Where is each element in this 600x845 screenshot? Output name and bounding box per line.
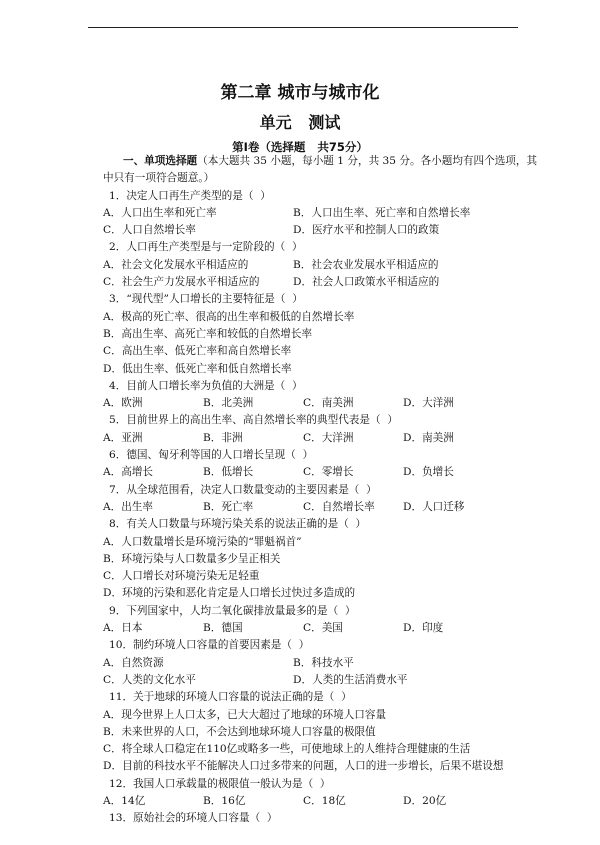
question-stem: 4．目前人口增长率为负值的大洲是（ ） — [109, 379, 303, 392]
option-row — [103, 430, 523, 447]
question-list — [103, 153, 538, 828]
option-row — [103, 274, 523, 291]
option: D．负增长 — [403, 466, 454, 479]
option-row — [103, 222, 523, 239]
option: C．人口增长对环境污染无足轻重 — [103, 570, 260, 583]
option: B．科技水平 — [293, 656, 354, 669]
option: C．社会生产力发展水平相适应的 — [103, 276, 260, 289]
option: D．社会人口政策水平相适应的 — [293, 276, 440, 289]
option: B．低增长 — [203, 466, 254, 479]
option-row — [103, 499, 523, 516]
option: A．14亿 — [103, 794, 146, 807]
question-stem: 12．我国人口承载量的极限值一般认为是（ ） — [109, 777, 331, 790]
option: B．高出生率、高死亡率和较低的自然增长率 — [103, 327, 313, 340]
option: B．16亿 — [203, 794, 246, 807]
option: C．自然增长率 — [303, 500, 375, 513]
question-stem: 13．原始社会的环境人口容量（ ） — [109, 812, 278, 825]
question-stem: 2．人口再生产类型是与一定阶段的（ ） — [109, 241, 303, 254]
option: B．德国 — [203, 622, 243, 635]
question-stem: 6．德国、匈牙利等国的人口增长呈现（ ） — [109, 449, 314, 462]
option: A．亚洲 — [103, 431, 143, 444]
option: D．医疗水平和控制人口的政策 — [293, 224, 440, 237]
option: A．极高的死亡率、很高的出生率和极低的自然增长率 — [103, 310, 355, 323]
option: A．出生率 — [103, 500, 154, 513]
chapter-title: 第二章 城市与城市化 — [220, 83, 380, 103]
section-intro-line2: 中只有一项符合题意。） — [103, 172, 215, 185]
section-label: 一、单项选择题 — [123, 155, 198, 167]
option-row — [103, 793, 523, 810]
option: D．20亿 — [403, 794, 447, 807]
option: C．零增长 — [303, 466, 354, 479]
section-intro-line1: （本大题共 35 小题，每小题 1 分，共 35 分。各小题均有四个选项，其 — [197, 155, 538, 167]
option: B．人口出生率、死亡率和自然增长率 — [293, 206, 471, 219]
section-intro — [103, 153, 538, 170]
option: C．美国 — [303, 622, 343, 635]
option-row — [103, 395, 523, 412]
option: D．大洋洲 — [403, 397, 454, 410]
option: A．日本 — [103, 622, 143, 635]
option-row — [103, 672, 523, 689]
option-row — [103, 464, 523, 481]
option-row — [103, 205, 523, 222]
option: B．未来世界的人口，不会达到地球环境人口容量的极限值 — [103, 725, 376, 738]
option: C．南美洲 — [303, 397, 354, 410]
option: D．南美洲 — [403, 431, 454, 444]
option: B．环境污染与人口数量多少呈正相关 — [103, 552, 281, 565]
header-rule — [88, 27, 518, 28]
option: D．人口迁移 — [403, 500, 465, 513]
volume-title: 第Ⅰ卷（选择题 共75分） — [232, 140, 368, 154]
option: B．非洲 — [203, 431, 243, 444]
option: C．大洋洲 — [303, 431, 354, 444]
option: C．将全球人口稳定在110亿或略多一些，可使地球上的人维持合理健康的生活 — [103, 743, 471, 756]
option: A．人口数量增长是环境污染的“罪魁祸首” — [103, 535, 302, 548]
option: A．欧洲 — [103, 397, 143, 410]
option: D．目前的科技水平不能解决人口过多带来的问题，人口的进一步增长，后果不堪设想 — [103, 760, 504, 773]
option: A．高增长 — [103, 466, 154, 479]
option: B．社会农业发展水平相适应的 — [293, 258, 439, 271]
option: B．死亡率 — [203, 500, 254, 513]
question-stem: 11．关于地球的环境人口容量的说法正确的是（ ） — [109, 691, 352, 704]
question-stem: 10．制约环境人口容量的首要因素是（ ） — [109, 639, 310, 652]
option: B．北美洲 — [203, 397, 254, 410]
option: C．18亿 — [303, 794, 346, 807]
option: C．人类的文化水平 — [103, 673, 196, 686]
option-row — [103, 655, 523, 672]
option: C．高出生率、低死亡率和高自然增长率 — [103, 345, 292, 358]
question-stem: 8．有关人口数量与环境污染关系的说法正确的是（ ） — [109, 518, 367, 531]
option: D．环境的污染和恶化肯定是人口增长过快过多造成的 — [103, 587, 356, 600]
option-row — [103, 620, 523, 637]
option: C．人口自然增长率 — [103, 224, 196, 237]
option: A．社会文化发展水平相适应的 — [103, 258, 249, 271]
option: D．印度 — [403, 622, 444, 635]
option: A．人口出生率和死亡率 — [103, 206, 217, 219]
question-stem: 7．从全球范围看，决定人口数量变动的主要因素是（ ） — [109, 483, 377, 496]
question-stem: 9．下列国家中，人均二氧化碳排放量最多的是（ ） — [109, 604, 356, 617]
option: D．低出生率、低死亡率和低自然增长率 — [103, 362, 292, 375]
question-stem: 3．“现代型”人口增长的主要特征是（ ） — [109, 293, 303, 306]
unit-title: 单元 测试 — [259, 113, 341, 132]
question-stem: 5．目前世界上的高出生率、高自然增长率的典型代表是（ ） — [109, 414, 398, 427]
option: D．人类的生活消费水平 — [293, 673, 408, 686]
option: A．现今世界上人口太多，已大大超过了地球的环境人口容量 — [103, 708, 387, 721]
option: A．自然资源 — [103, 656, 164, 669]
question-stem: 1．决定人口再生产类型的是（ ） — [109, 189, 271, 202]
option-row — [103, 257, 523, 274]
